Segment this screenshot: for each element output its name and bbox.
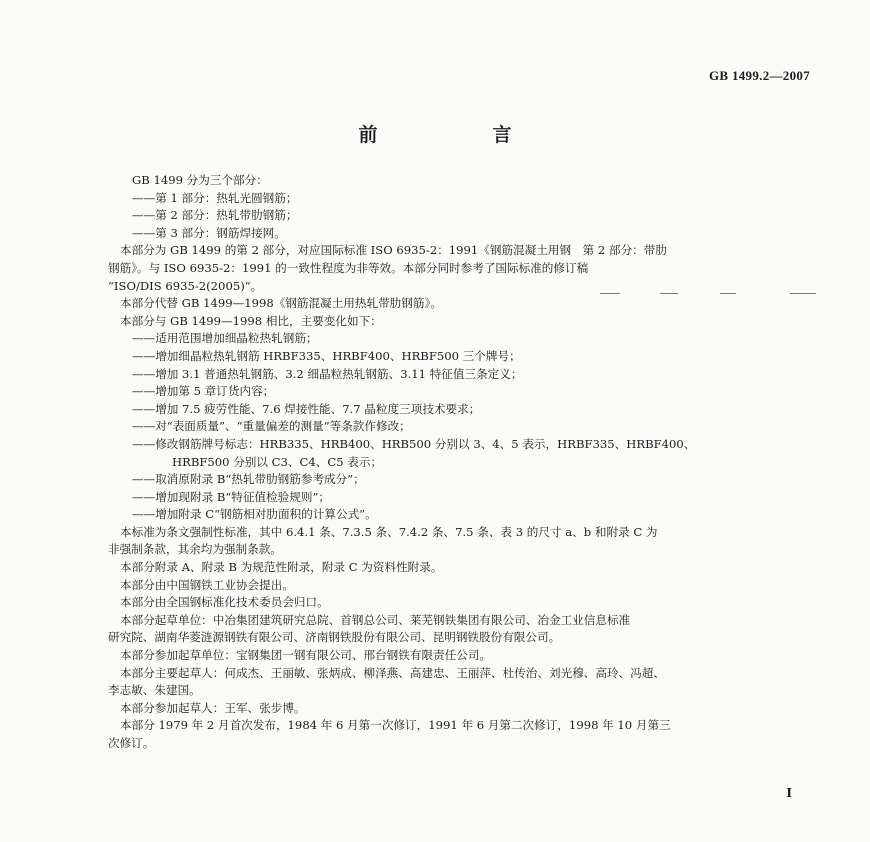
paragraph-line: “ISO/DIS 6935-2(2005)”。	[108, 278, 263, 293]
paragraph-line: 研究院、湖南华菱涟源钢铁有限公司、济南钢铁股份有限公司、昆明钢铁股份有限公司。	[108, 630, 561, 645]
paragraph-line: 本部分由中国钢铁工业协会提出。	[120, 577, 294, 592]
list-item: ——增加第 5 章订货内容；	[132, 384, 275, 399]
paragraph-line: 本部分起草单位：中冶集团建筑研究总院、首钢总公司、莱芜钢铁集团有限公司、冶金工业信息标准	[120, 612, 631, 627]
paragraph-line: 本部分 1979 年 2 月首次发布，1984 年 6 月第一次修订，1991 年 6 月第二次修订，1998 年 10 月第三	[120, 718, 671, 733]
list-item: ——取消原附录 B“热轧带肋钢筋参考成分”；	[132, 472, 365, 487]
paragraph-line: GB 1499 分为三个部分：	[132, 173, 268, 187]
list-item: ——增加细晶粒热轧钢筋 HRBF335、HRBF400、HRBF500 三个牌号；	[132, 348, 521, 363]
list-item-continuation: HRBF500 分别以 C3、C4、C5 表示；	[172, 454, 383, 469]
document-code: GB 1499.2—2007	[709, 68, 810, 83]
list-item: ——增加 3.1 普通热轧钢筋、3.2 细晶粒热轧钢筋、3.11 特征值三条定义；	[132, 366, 523, 381]
paragraph-line: 李志敏、朱建国。	[108, 683, 201, 698]
list-item: ——增加附录 C“钢筋相对肋面积的计算公式”。	[132, 507, 377, 522]
paragraph-line: 次修订。	[108, 736, 155, 750]
list-item: ——修改钢筋牌号标志：HRB335、HRB400、HRB500 分别以 3、4、5 表示，HRBF335、HRBF400、	[132, 436, 696, 451]
paragraph-line: 本部分参加起草人：王军、张步博。	[120, 700, 306, 715]
paragraph-line: 本部分代替 GB 1499—1998《钢筋混凝土用热轧带肋钢筋》。	[120, 296, 442, 311]
document-title: 前 言	[358, 124, 560, 146]
list-item: ——增加 7.5 疲劳性能、7.6 焊接性能、7.7 晶粒度三项技术要求；	[132, 401, 481, 416]
list-item: ——适用范围增加细晶粒热轧钢筋；	[132, 331, 318, 346]
page-number: I	[786, 786, 792, 800]
paragraph-line: 本部分与 GB 1499—1998 相比，主要变化如下：	[120, 313, 382, 328]
document-body	[108, 172, 800, 753]
paragraph-line: 本部分由全国钢标准化技术委员会归口。	[120, 595, 329, 610]
list-item: ——增加现附录 B“特征值检验规则”；	[132, 489, 330, 504]
paragraph-line: 本部分参加起草单位：宝钢集团一钢有限公司、邢台钢铁有限责任公司。	[120, 648, 492, 663]
paragraph-line: 本部分附录 A、附录 B 为规范性附录，附录 C 为资料性附录。	[120, 560, 443, 575]
paragraph-line: 本标准为条文强制性标准，其中 6.4.1 条、7.3.5 条、7.4.2 条、7.5 条、表 3 的尺寸 a、b 和附录 C 为	[120, 524, 658, 539]
paragraph-line: 本部分为 GB 1499 的第 2 部分，对应国际标准 ISO 6935-2：1991《钢筋混凝土用钢 第 2 部分：带肋	[120, 243, 667, 258]
list-item: ——对“表面质量”、“重量偏差的测量”等条款作修改；	[132, 419, 411, 434]
list-item: ——第 1 部分：热轧光圆钢筋；	[132, 190, 298, 205]
paragraph-line: 非强制条款，其余均为强制条款。	[108, 542, 282, 557]
paragraph-line: 本部分主要起草人：何成杰、王丽敏、张炳成、柳泽燕、高建忠、王丽萍、杜传治、刘光穆、高玲、冯超、	[120, 665, 665, 680]
list-item: ——第 3 部分：钢筋焊接网。	[132, 225, 286, 240]
list-item: ——第 2 部分：热轧带肋钢筋；	[132, 208, 298, 223]
paragraph-line: 钢筋》。与 ISO 6935-2：1991 的一致性程度为非等效。本部分同时参考了国际标准的修订稿	[108, 260, 589, 275]
